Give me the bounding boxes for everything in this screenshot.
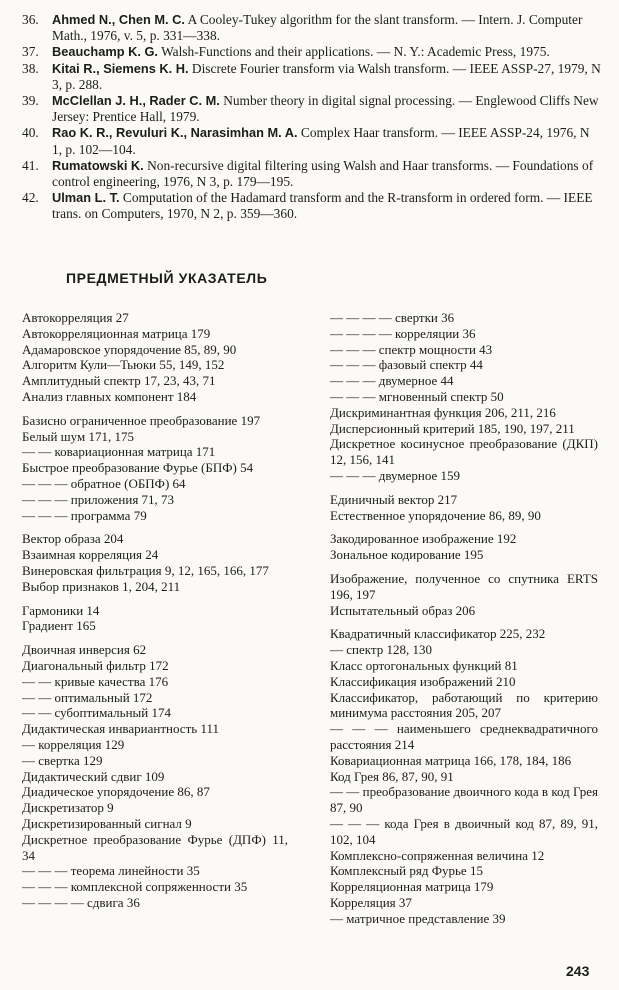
index-entry: — — — теорема линейности 35 <box>22 863 200 879</box>
index-entry: — — — двумерное 44 <box>330 373 454 389</box>
index-entry: — — — — свертки 36 <box>330 310 455 325</box>
index-entry: Винеровская фильтрация 9, 12, 165, 166, 177 <box>22 562 269 578</box>
index-entry: — корреляция 129 <box>22 736 125 752</box>
index-entry: — — — программа 79 <box>22 507 147 523</box>
index-entry: Базисно ограниченное преобразование 197 <box>22 412 261 428</box>
reference-text: A Cooley-Tukey algorithm for the slant transform. — Intern. J. Computer Math., 1976, v. 5, p. 331—338. <box>52 12 583 44</box>
reference-number: 39. <box>22 93 39 109</box>
index-entry: Квадратичный классификатор 225, 232 <box>330 626 546 642</box>
index-entry: Анализ главных компонент 184 <box>22 388 197 404</box>
index-entry: Корреляция 37 <box>330 894 412 910</box>
reference-text: Discrete Fourier transform via Walsh transform. — IEEE ASSP-27, 1979, N 3, p. 288. <box>52 60 601 92</box>
index-entry: Комплексно-сопряженная величина 12 <box>330 847 545 863</box>
index-entry: — — ковариационная матрица 171 <box>22 444 216 460</box>
index-entry: Дисперсионный критерий 185, 190, 197, 211 <box>330 420 575 436</box>
index-entry: Двоичная инверсия 62 <box>22 642 147 658</box>
index-title: ПРЕДМЕТНЫЙ УКАЗАТЕЛЬ <box>66 270 268 286</box>
index-group-gap <box>330 618 598 626</box>
index-entry: — — — мгновенный спектр 50 <box>330 388 504 404</box>
index-entry: Взаимная корреляция 24 <box>22 547 159 563</box>
reference-authors: Rumatowski K. <box>52 157 144 173</box>
index-entry: Дидактический сдвиг 109 <box>22 768 165 784</box>
index-entry: Закодированное изображение 192 <box>330 531 517 547</box>
reference-item <box>22 61 602 93</box>
reference-item <box>22 44 602 60</box>
reference-text: Complex Haar transform. — IEEE ASSP-24, 1976, N 1, p. 102—104. <box>52 125 590 157</box>
reference-authors: Beauchamp K. G. <box>52 44 158 60</box>
reference-item <box>22 158 602 190</box>
reference-authors: Rao K. R., Revuluri K., Narasimhan M. A. <box>52 125 298 141</box>
index-entry: — — — обратное (ОБПФ) 64 <box>22 475 186 491</box>
reference-authors: Ahmed N., Chen M. C. <box>52 12 185 27</box>
index-entry: Изображение, полученное со спутника ERTS 196, 197 <box>330 570 598 602</box>
index-entry: — — субоптимальный 174 <box>22 705 171 721</box>
index-entry: Дискретизатор 9 <box>22 800 114 816</box>
reference-item <box>22 93 602 125</box>
reference-number: 41. <box>22 157 39 173</box>
reference-authors: McClellan J. H., Rader C. M. <box>52 93 220 109</box>
reference-authors: Ulman L. T. <box>52 190 120 206</box>
index-entry: — — преобразование двоичного кода в код Грея 87, 90 <box>330 784 598 816</box>
index-group-gap <box>22 405 288 413</box>
reference-item <box>22 12 602 44</box>
index-entry: Алгоритм Кули—Тьюки 55, 149, 152 <box>22 357 225 373</box>
reference-item <box>22 125 602 157</box>
index-entry: Автокорреляционная матрица 179 <box>22 325 211 341</box>
page-number: 243 <box>566 963 590 979</box>
reference-number: 40. <box>22 125 39 141</box>
reference-number: 37. <box>22 44 39 60</box>
index-entry: Единичный вектор 217 <box>330 491 458 507</box>
index-entry: — — кривые качества 176 <box>22 673 169 689</box>
index-entry: — — — двумерное 159 <box>330 467 461 483</box>
index-entry: Амплитудный спектр 17, 23, 43, 71 <box>22 373 216 389</box>
index-entry: Испытательный образ 206 <box>330 602 476 618</box>
index-entry: Дискретизированный сигнал 9 <box>22 815 192 831</box>
index-entry: Дискретное преобразование Фурье (ДПФ) 11, 34 <box>22 831 288 863</box>
index-entry: Зональное кодирование 195 <box>330 547 484 563</box>
index-group-gap <box>22 595 288 603</box>
index-group-gap <box>22 634 288 642</box>
reference-text: Walsh-Functions and their applications. — N. Y.: Academic Press, 1975. <box>161 44 550 60</box>
index-entry: Диадическое упорядочение 86, 87 <box>22 784 210 800</box>
index-group-gap <box>22 523 288 531</box>
index-entry: — — — кода Грея в двоичный код 87, 89, 91, 102, 104 <box>330 815 598 847</box>
index-entry: — — — — корреляции 36 <box>330 325 476 341</box>
index-entry: Естественное упорядочение 86, 89, 90 <box>330 507 541 523</box>
reference-authors: Kitai R., Siemens K. H. <box>52 60 189 76</box>
reference-text: Non-recursive digital filtering using Walsh and Haar transforms. — Foundations of control engineering, 1976, N 3, p. 179—195. <box>52 157 594 190</box>
index-entry: — — — фазовый спектр 44 <box>330 357 483 373</box>
reference-item <box>22 190 602 222</box>
index-entry: Выбор признаков 1, 204, 211 <box>22 578 181 594</box>
index-entry: Корреляционная матрица 179 <box>330 879 494 895</box>
index-group-gap <box>330 484 598 492</box>
index-left-column <box>22 310 288 911</box>
index-entry: Классификация изображений 210 <box>330 673 516 689</box>
index-entry: Адамаровское упорядочение 85, 89, 90 <box>22 341 237 357</box>
index-entry: Класс ортогональных функций 81 <box>330 657 518 673</box>
index-entry: Дидактическая инвариантность 111 <box>22 721 219 737</box>
index-entry: Белый шум 171, 175 <box>22 428 134 444</box>
index-entry: Вектор образа 204 <box>22 531 124 547</box>
index-entry: — — — — сдвига 36 <box>22 894 140 910</box>
index-entry: — — — спектр мощности 43 <box>330 341 493 357</box>
reference-number: 42. <box>22 190 39 206</box>
index-entry: — спектр 128, 130 <box>330 642 432 658</box>
index-entry: Диагональный фильтр 172 <box>22 657 169 673</box>
reference-number: 36. <box>22 12 39 27</box>
index-entry: Комплексный ряд Фурье 15 <box>330 863 483 879</box>
index-entry: Быстрое преобразование Фурье (БПФ) 54 <box>22 460 254 476</box>
index-entry: Градиент 165 <box>22 618 96 634</box>
index-entry: Код Грея 86, 87, 90, 91 <box>330 768 454 784</box>
index-entry: — — оптимальный 172 <box>22 689 153 705</box>
index-entry: Дискриминантная функция 206, 211, 216 <box>330 404 556 420</box>
references-list <box>22 12 602 223</box>
index-entry: Гармоники 14 <box>22 602 100 618</box>
index-entry: — — — приложения 71, 73 <box>22 491 175 507</box>
index-entry: Ковариационная матрица 166, 178, 184, 186 <box>330 752 572 768</box>
index-entry: — свертка 129 <box>22 752 103 768</box>
index-entry: — матричное представление 39 <box>330 910 506 926</box>
index-entry: Классификатор, работающий по критерию минимума расстояния 205, 207 <box>330 689 598 721</box>
index-right-column <box>330 310 598 926</box>
reference-text: Computation of the Hadamard transform and the R-transform in ordered form. — IEEE trans. on Computers, 1970, N 2, p. 359—360. <box>52 190 593 222</box>
reference-text: Number theory in digital signal processing. — Englewood Cliffs New Jersey: Prentice Hall, 1979. <box>52 93 599 125</box>
index-group-gap <box>330 523 598 531</box>
index-entry: — — — комплексной сопряженности 35 <box>22 879 248 895</box>
index-entry: Дискретное косинусное преобразование (ДКП) 12, 156, 141 <box>330 436 598 468</box>
index-group-gap <box>330 563 598 571</box>
reference-number: 38. <box>22 60 39 76</box>
index-entry: — — — наименьшего среднеквадратичного расстояния 214 <box>330 721 598 752</box>
index-entry: Автокорреляция 27 <box>22 310 129 325</box>
